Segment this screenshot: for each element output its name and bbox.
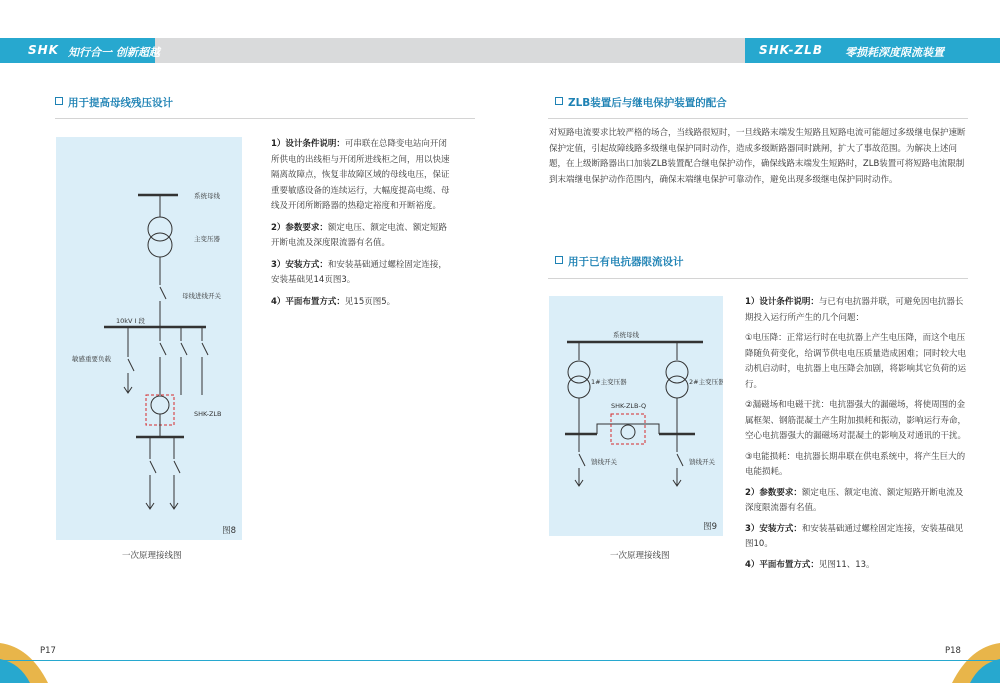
page-number-right: P18 (945, 646, 961, 656)
label-device: SHK-ZLB (194, 410, 222, 418)
label-transformer: 主变压器 (194, 235, 220, 243)
footer-line (0, 660, 1000, 661)
item-installation: 3）安装方式：和安装基础通过螺栓固定连接，安装基础见图10。 (745, 523, 964, 549)
right-section2-title: 用于已有电抗器限流设计 (555, 254, 684, 269)
item-energy-loss: ③电能损耗：电抗器长期串联在供电系统中，将产生巨大的电能损耗。 (745, 451, 966, 477)
divider (548, 278, 968, 279)
square-bullet-icon (55, 97, 63, 105)
diagram-panel (56, 137, 242, 540)
label-device: SHK-ZLB-Q (611, 402, 647, 410)
left-items (271, 137, 451, 310)
figure-number: 图9 (703, 522, 717, 532)
item-parameters: 2）参数要求：额定电压、额定电流、额定短路开断电流及深度限流器有名值。 (271, 222, 447, 248)
item-voltage-drop: ①电压降：正常运行时在电抗器上产生电压降，而这个电压降随负荷变化，给调节供电电压质量造成困难；同时较大电动机启动时，电抗器上电压降会加剧，将影响其它负荷的运行。 (745, 333, 967, 390)
product-title: 零损耗深度限流装置 (845, 46, 944, 59)
square-bullet-icon (555, 256, 563, 264)
right-section1-title: ZLB装置后与继电保护装置的配合 (555, 95, 727, 110)
item-installation: 3）安装方式：和安装基础通过螺栓固定连接，安装基础见14页图3。 (271, 259, 447, 285)
wiring-diagram-fig9 (549, 296, 723, 536)
item-layout: 4）平面布置方式：见15页图5。 (271, 296, 396, 307)
label-feeder-1: 馈线开关 (591, 458, 617, 466)
product-code: SHK-ZLB (759, 43, 823, 57)
label-sensitive-load: 敏感重要负载 (72, 355, 111, 363)
label-transformer-1: 1#主变压器 (591, 378, 627, 386)
diagram-caption: 一次原理接线图 (122, 551, 182, 561)
transformer-winding-top (148, 217, 172, 241)
label-feeder-2: 馈线开关 (689, 458, 715, 466)
right-items (745, 295, 970, 573)
incoming-switch (160, 287, 166, 299)
divider (55, 118, 475, 119)
item-layout: 4）平面布置方式：见图11、13。 (745, 559, 875, 570)
section1-paragraph: 对短路电流要求比较严格的场合，当线路很短时，一旦线路末端发生短路且短路电流可能超过多级继电保护速断保护定值，引起故障线路多级继电保护同时动作，造成多级断路器同时跳闸，扩大了事故范围。为解决上述问题，在上级断路器出口加装ZLB装置配合继电保护动作，确保线路末端发生短路时，ZLB装置可将短路电流限制到末端继电保护动作范围内，确保末端继电保护可靠动作，避免出现多级继电保护同时动作。 (549, 128, 966, 185)
brand-logo: SHK (28, 43, 59, 57)
header-left-band (0, 38, 160, 63)
item-magnetic-interference: ②漏磁场和电磁干扰：电抗器强大的漏磁场，将使周围的金属框架、钢筋混凝土产生附加损耗和振动，影响运行寿命，空心电抗器强大的漏磁场对混凝土的影响及对通讯的干扰。 (745, 400, 967, 441)
label-incoming-switch: 母线进线开关 (182, 292, 221, 300)
divider (548, 118, 968, 119)
diagram-caption: 一次原理接线图 (610, 551, 670, 561)
diagram-panel (549, 296, 723, 536)
page-number-left: P17 (40, 646, 56, 656)
item-parameters: 2）参数要求：额定电压、额定电流、额定短路开断电流及深度限流器有名值。 (745, 487, 964, 513)
header-slogan: 知行合一 创新超越 (68, 46, 160, 59)
label-transformer-2: 2#主变压器 (689, 378, 723, 386)
wiring-diagram-fig8 (56, 137, 242, 540)
header-right-band (745, 38, 1000, 63)
figure-number: 图8 (222, 526, 236, 536)
transformer-winding-bottom (148, 233, 172, 257)
label-system-bus: 系统母线 (194, 192, 220, 200)
left-section-title: 用于提高母线残压设计 (55, 95, 173, 110)
item-design-conditions: 1）设计条件说明：可串联在总降变电站向开闭所供电的出线柜与开闭所进线柜之间，用以快速隔离故障点，恢复非故障区域的母线电压，保证重要敏感设备的连续运行，大幅度提高电缆、母线及开闭所断路器的热稳定裕度和开断裕度。 (271, 139, 450, 211)
label-system-bus: 系统母线 (613, 331, 639, 339)
square-bullet-icon (555, 97, 563, 105)
label-bus-section: 10kV I 段 (116, 317, 146, 325)
item-design-conditions: 1）设计条件说明：与已有电抗器并联，可避免因电抗器长期投入运行所产生的几个问题： (745, 297, 964, 323)
header-bar (150, 38, 750, 63)
